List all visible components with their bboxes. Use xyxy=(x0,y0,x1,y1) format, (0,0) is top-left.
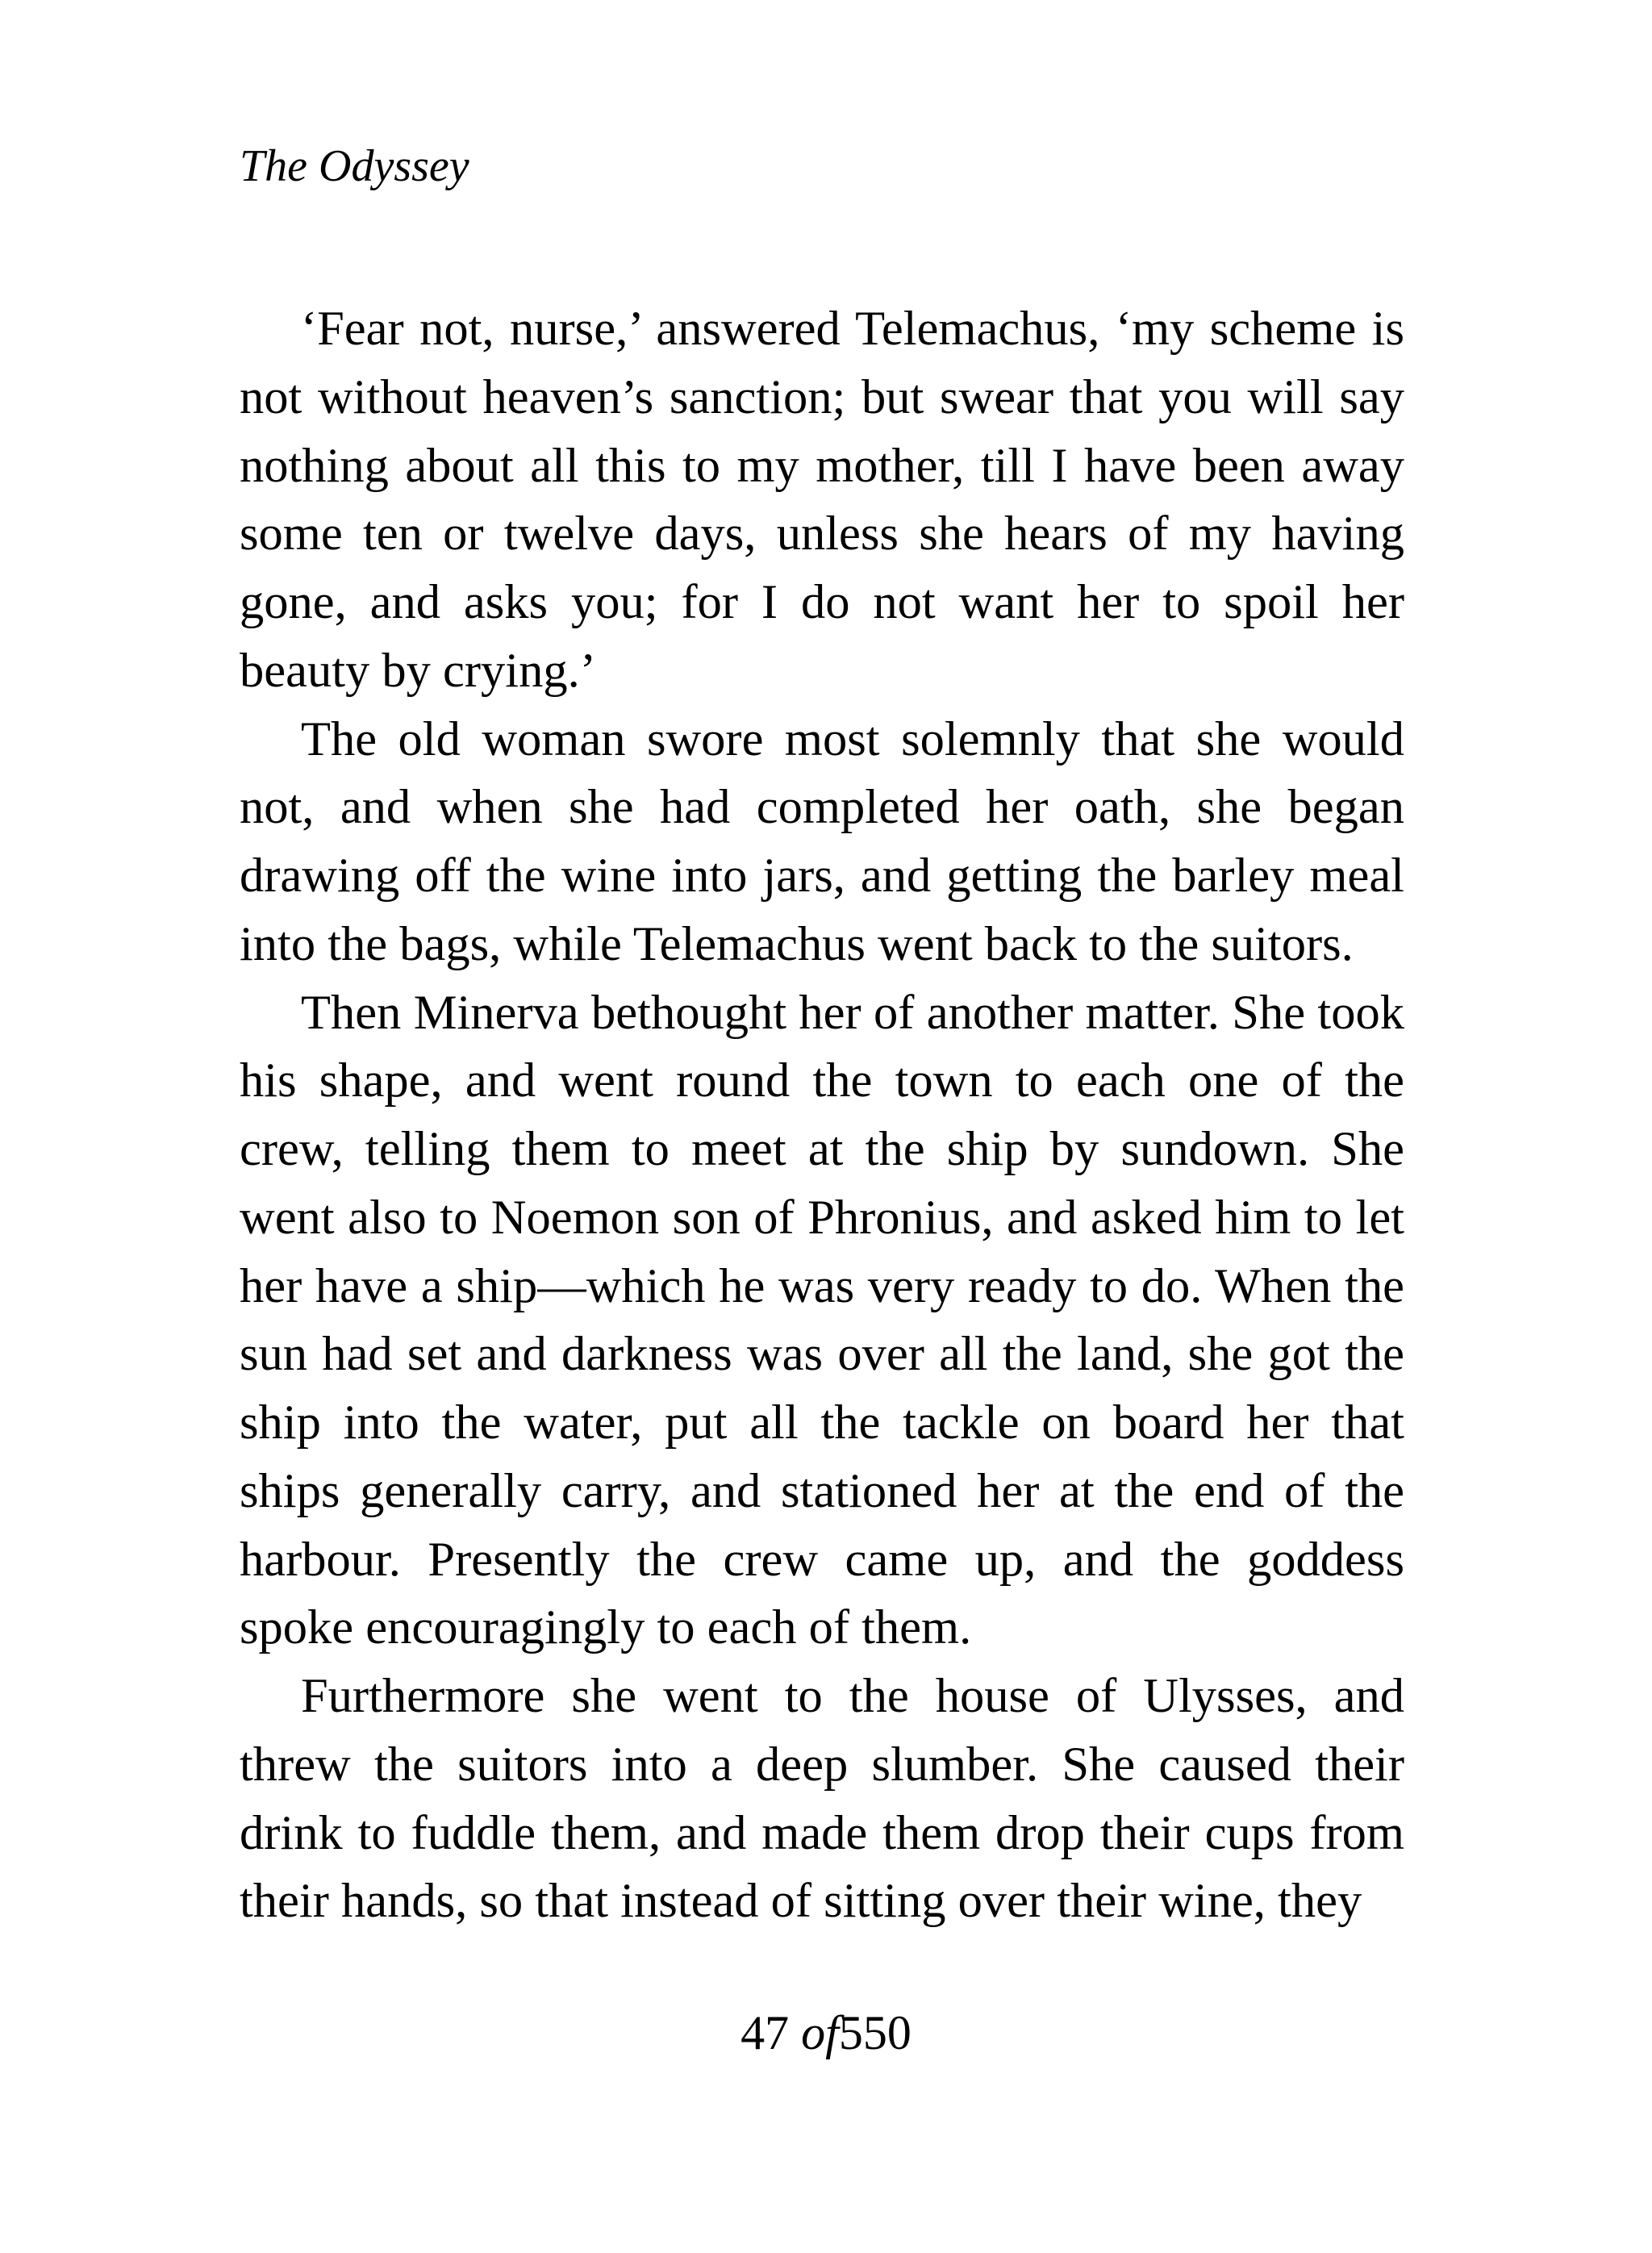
body-text xyxy=(240,295,1404,1936)
paragraph-3: Then Minerva bethought her of another matter. She took his shape, and went round the town to each one of the crew, telling them to meet at the ship by sundown. She went also to Noemon son of Phronius, and asked him to let her have a ship—which he was very ready to do. When the sun had set and darkness was over all the land, she got the ship into the water, put all the tackle on board her that ships generally carry, and stationed her at the end of the harbour. Presently the crew came up, and the goddess spoke encouragingly to each of them. xyxy=(240,985,1404,1655)
total-page-count: 550 xyxy=(838,2006,912,2059)
page-number-separator: of xyxy=(801,2006,839,2059)
page-number xyxy=(0,2006,1652,2059)
running-head-title: The Odyssey xyxy=(240,141,469,191)
paragraph-2: The old woman swore most solemnly that she would not, and when she had completed her oath, she began drawing off the wine into jars, and getting the barley meal into the bags, while Telemachus went back to the suitors. xyxy=(240,711,1404,971)
paragraph-1: ‘Fear not, nurse,’ answered Telemachus, ‘my scheme is not without heaven’s sanction; but swear that you will say nothing about all this to my mother, till I have been away some ten or twelve days, unless she hears of my having gone, and asks you; for I do not want her to spoil her beauty by crying.’ xyxy=(240,302,1404,698)
paragraph-4: Furthermore she went to the house of Ulysses, and threw the suitors into a deep slumber. She caused their drink to fuddle them, and made them drop their cups from their hands, so that instead of sitting over their wine, they xyxy=(240,1669,1404,1929)
current-page-number: 47 xyxy=(740,2006,790,2059)
